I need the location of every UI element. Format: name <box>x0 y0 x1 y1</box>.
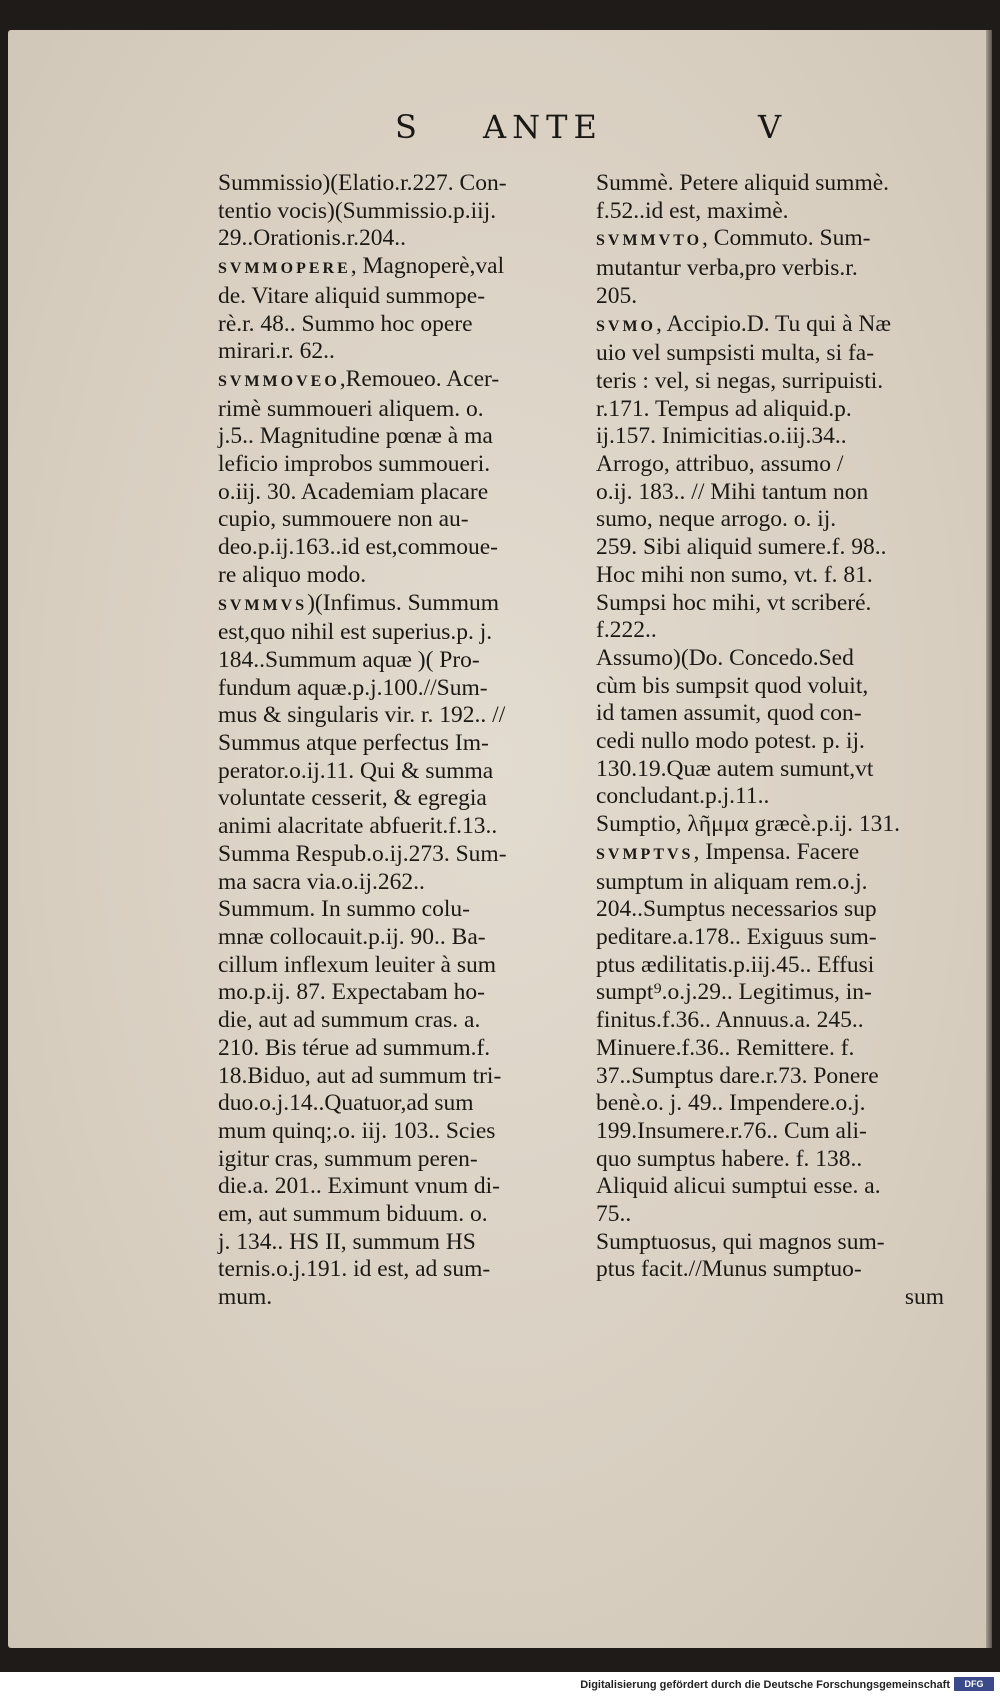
entry-line <box>596 1256 980 1284</box>
line-text: ptus facit.//Munus sumptuo- <box>596 1256 862 1283</box>
line-text: quo sumptus habere. f. 138.. <box>596 1145 863 1172</box>
entry-line <box>218 451 590 479</box>
entry-line <box>596 561 980 590</box>
line-text: Sumpsi hoc mihi, vt scriberé. <box>596 589 872 616</box>
entry-line <box>218 170 590 198</box>
entry-line <box>218 619 590 647</box>
entry-line <box>596 1284 944 1312</box>
entry-line <box>596 644 980 673</box>
entry-line <box>596 1090 980 1118</box>
entry-line <box>218 1228 590 1257</box>
line-text: , Impensa. Facere <box>693 838 860 865</box>
line-text: mirari.r. 62.. <box>218 338 335 365</box>
entry-line <box>218 534 590 562</box>
line-text: 75.. <box>596 1201 632 1228</box>
entry-line <box>596 896 980 924</box>
header-left: S <box>395 108 423 146</box>
line-text: duo.o.j.14..Quatuor,ad sum <box>218 1090 474 1117</box>
entry-line <box>218 674 590 703</box>
dictionary-entry <box>596 170 980 225</box>
line-text: tentio vocis)(Summissio.p.iij. <box>218 197 497 224</box>
entry-line <box>218 757 590 786</box>
line-text: Summum. In summo colu- <box>218 896 470 923</box>
entry-line <box>596 1007 980 1035</box>
entry-line <box>596 868 980 897</box>
line-text: )(Infimus. Summum <box>307 589 500 616</box>
dictionary-entry <box>596 1229 980 1284</box>
entry-line <box>218 253 590 283</box>
entry-line <box>596 1201 980 1229</box>
line-text: rè.r. 48.. Summo hoc opere <box>218 310 473 337</box>
line-text: r.171. Tempus ad aliquid.p. <box>596 395 852 422</box>
line-text: , Magnoperè,val <box>350 253 505 280</box>
line-text: sum <box>904 1284 944 1311</box>
line-text: f.222.. <box>596 617 657 644</box>
line-text: em, aut summum biduum. o. <box>218 1201 488 1228</box>
left-column <box>218 170 590 1312</box>
line-text: ptus ædilitatis.p.iij.45.. Effusi <box>596 951 875 978</box>
line-text: ij.157. Inimicitias.o.iij.34.. <box>596 423 847 450</box>
line-text: Minuere.f.36.. Remittere. f. <box>596 1034 855 1061</box>
line-text: benè.o. j. 49.. Impendere.o.j. <box>596 1090 866 1117</box>
line-text: 259. Sibi aliquid sumere.f. 98.. <box>596 534 887 561</box>
dictionary-entry <box>218 590 590 1312</box>
entry-line <box>218 282 590 311</box>
line-text: teris : vel, si negas, surripuisti. <box>596 367 884 394</box>
entry-line <box>596 534 980 562</box>
dictionary-entry <box>218 253 590 366</box>
entry-line <box>596 395 980 424</box>
entry-line <box>218 338 590 366</box>
line-text: , Accipio.D. Tu qui à Næ <box>656 310 892 337</box>
entry-line <box>596 1173 980 1201</box>
line-text: igitur cras, summum peren- <box>218 1145 478 1172</box>
entry-line <box>218 589 590 620</box>
line-text: de. Vitare aliquid summope- <box>218 282 486 309</box>
entry-line <box>218 1034 590 1063</box>
entry-line <box>218 478 590 507</box>
line-text: , Commuto. Sum- <box>702 225 871 252</box>
line-text: uio vel sumpsisti multa, si fa- <box>596 340 875 367</box>
entry-line <box>596 783 980 811</box>
line-text: peditare.a.178.. Exiguus sum- <box>596 923 877 950</box>
entry-line <box>218 951 590 980</box>
entry-line <box>218 702 590 730</box>
entry-line <box>596 310 980 341</box>
dictionary-entry <box>596 839 980 1229</box>
entry-line <box>596 423 980 451</box>
entry-line <box>596 225 980 255</box>
line-text: Assumo)(Do. Concedo.Sed <box>596 644 854 671</box>
entry-line <box>218 395 590 424</box>
line-text: rimè summoueri aliquem. o. <box>218 395 484 422</box>
line-text: cùm bis sumpsit quod voluit, <box>596 672 869 699</box>
line-text: ,Remoueo. Acer- <box>339 365 500 392</box>
book-page <box>8 30 992 1648</box>
catchword <box>596 1284 980 1312</box>
entry-line <box>596 617 980 645</box>
entry-line <box>596 451 980 479</box>
line-text: Sumptio, λῆμμα græcè.p.ij. 131. <box>596 811 901 838</box>
entry-line <box>596 367 980 396</box>
line-text: ternis.o.j.191. id est, ad sum- <box>218 1256 491 1283</box>
line-text: f.52..id est, maximè. <box>596 197 789 224</box>
entry-line <box>596 951 980 980</box>
line-text: deo.p.ij.163..id est,commoue- <box>218 534 498 561</box>
line-text: Hoc mihi non sumo, vt. f. 81. <box>596 561 873 588</box>
entry-line <box>218 813 590 841</box>
line-text: est,quo nihil est superius.p. j. <box>218 619 493 646</box>
line-text: 29..Orationis.r.204.. <box>218 225 406 252</box>
entry-line <box>218 646 590 675</box>
entry-line <box>596 1034 980 1063</box>
entry-line <box>596 1117 980 1146</box>
entry-line <box>218 1117 590 1146</box>
line-text: Arrogo, attribuo, assumo / <box>596 451 844 478</box>
line-text: Sumptuosus, qui magnos sum- <box>596 1228 885 1255</box>
headword: SVMMVTO <box>596 232 703 250</box>
entry-line <box>218 365 590 396</box>
entry-line <box>218 1145 590 1174</box>
entry-line <box>596 197 980 226</box>
entry-line <box>218 1256 590 1284</box>
line-text: sumo, neque arrogo. o. ij. <box>596 506 837 533</box>
entry-line <box>596 1145 980 1174</box>
line-text: Summa Respub.o.ij.273. Sum- <box>218 840 507 867</box>
line-text: 210. Bis térue ad summum.f. <box>218 1034 491 1061</box>
line-text: 204..Sumptus necessarios sup <box>596 896 877 923</box>
right-column <box>596 170 980 1312</box>
dictionary-entry <box>596 225 980 310</box>
entry-line <box>596 811 980 839</box>
line-text: sumptum in aliquam rem.o.j. <box>596 868 868 895</box>
entry-line <box>218 730 590 758</box>
entry-line <box>596 1062 980 1091</box>
line-text: 130.19.Quæ autem sumunt,vt <box>596 755 874 782</box>
line-text: 184..Summum aquæ )( Pro- <box>218 646 480 673</box>
headword: SVMO <box>596 317 656 335</box>
line-text: 199.Insumere.r.76.. Cum ali- <box>596 1117 867 1144</box>
line-text: j.5.. Magnitudine pœnæ à ma <box>218 423 493 450</box>
line-text: die, aut ad summum cras. a. <box>218 1007 481 1034</box>
line-text: 205. <box>596 282 638 309</box>
line-text: o.iij. 30. Academiam placare <box>218 478 489 505</box>
line-text: cedi nullo modo potest. p. ij. <box>596 728 865 755</box>
line-text: re aliquo modo. <box>218 561 367 588</box>
entry-line <box>596 170 980 198</box>
dictionary-entry <box>218 170 590 253</box>
line-text: j. 134.. HS II, summum HS <box>218 1228 476 1255</box>
line-text: mum. <box>218 1284 273 1311</box>
dictionary-entry <box>218 366 590 590</box>
entry-line <box>596 255 980 283</box>
entry-line <box>218 1007 590 1035</box>
entry-line <box>218 423 590 451</box>
entry-line <box>218 225 590 253</box>
line-text: mum quinq;.o. iij. 103.. Scies <box>218 1117 496 1144</box>
line-text: mo.p.ij. 87. Expectabam ho- <box>218 979 485 1006</box>
entry-line <box>596 282 980 311</box>
entry-line <box>596 755 980 784</box>
header-right: V <box>758 108 788 146</box>
line-text: Summus atque perfectus Im- <box>218 730 489 757</box>
entry-line <box>218 1062 590 1091</box>
dictionary-entry <box>596 311 980 812</box>
entry-line <box>596 923 980 952</box>
line-text: mutantur verba,pro verbis.r. <box>596 255 858 282</box>
line-text: Aliquid alicui sumptui esse. a. <box>596 1173 881 1200</box>
line-text: o.ij. 183.. // Mihi tantum non <box>596 478 869 505</box>
line-text: die.a. 201.. Eximunt vnum di- <box>218 1173 500 1200</box>
entry-line <box>596 478 980 507</box>
entry-line <box>218 979 590 1007</box>
entry-line <box>596 589 980 618</box>
line-text: 37..Sumptus dare.r.73. Ponere <box>596 1062 879 1089</box>
line-text: cillum inflexum leuiter à sum <box>218 951 497 978</box>
dictionary-entry <box>596 811 980 839</box>
headword: SVMPTVS <box>596 845 694 863</box>
running-header <box>8 108 992 148</box>
dfg-logo: DFG <box>954 1677 994 1691</box>
line-text: ma sacra via.o.ij.262.. <box>218 868 425 895</box>
headword: SVMMOPERE <box>218 260 351 278</box>
footer-credit: Digitalisierung gefördert durch die Deutsche Forschungsgemeinschaft <box>580 1679 950 1691</box>
entry-line <box>218 1284 590 1312</box>
entry-line <box>218 506 590 534</box>
line-text: cupio, summouere non au- <box>218 506 469 533</box>
header-center: ANTE <box>483 108 603 146</box>
line-text: Summè. Petere aliquid summè. <box>596 170 890 196</box>
entry-line <box>218 840 590 869</box>
headword: SVMMVS <box>218 596 308 614</box>
entry-line <box>596 672 980 701</box>
entry-line <box>596 838 980 869</box>
digitization-footer <box>0 1672 1000 1697</box>
entry-line <box>596 1228 980 1257</box>
entry-line <box>596 506 980 534</box>
line-text: leficio improbos summoueri. <box>218 451 491 478</box>
line-text: mnæ collocauit.p.ij. 90.. Ba- <box>218 923 486 950</box>
line-text: sumpt⁹.o.j.29.. Legitimus, in- <box>596 979 872 1006</box>
line-text: 18.Biduo, aut ad summum tri- <box>218 1062 502 1089</box>
line-text: animi alacritate abfuerit.f.13.. <box>218 813 498 840</box>
entry-line <box>596 728 980 756</box>
line-text: id tamen assumit, quod con- <box>596 700 862 727</box>
line-text: mus & singularis vir. r. 192.. // <box>218 702 506 729</box>
entry-line <box>218 197 590 226</box>
line-text: voluntate cesserit, & egregia <box>218 785 487 812</box>
entry-line <box>218 1173 590 1201</box>
line-text: finitus.f.36.. Annuus.a. 245.. <box>596 1007 864 1034</box>
entry-line <box>218 1090 590 1118</box>
entry-line <box>218 561 590 590</box>
entry-line <box>218 896 590 924</box>
entry-line <box>596 700 980 728</box>
entry-line <box>596 979 980 1007</box>
entry-line <box>218 868 590 897</box>
entry-line <box>596 340 980 368</box>
entry-line <box>218 310 590 339</box>
line-text: fundum aquæ.p.j.100.//Sum- <box>218 674 488 701</box>
line-text: concludant.p.j.11.. <box>596 783 770 810</box>
entry-line <box>218 1201 590 1229</box>
entry-line <box>218 785 590 813</box>
entry-line <box>218 923 590 952</box>
line-text: Summissio)(Elatio.r.227. Con- <box>218 170 507 196</box>
headword: SVMMOVEO <box>218 372 340 390</box>
line-text: perator.o.ij.11. Qui & summa <box>218 757 494 784</box>
